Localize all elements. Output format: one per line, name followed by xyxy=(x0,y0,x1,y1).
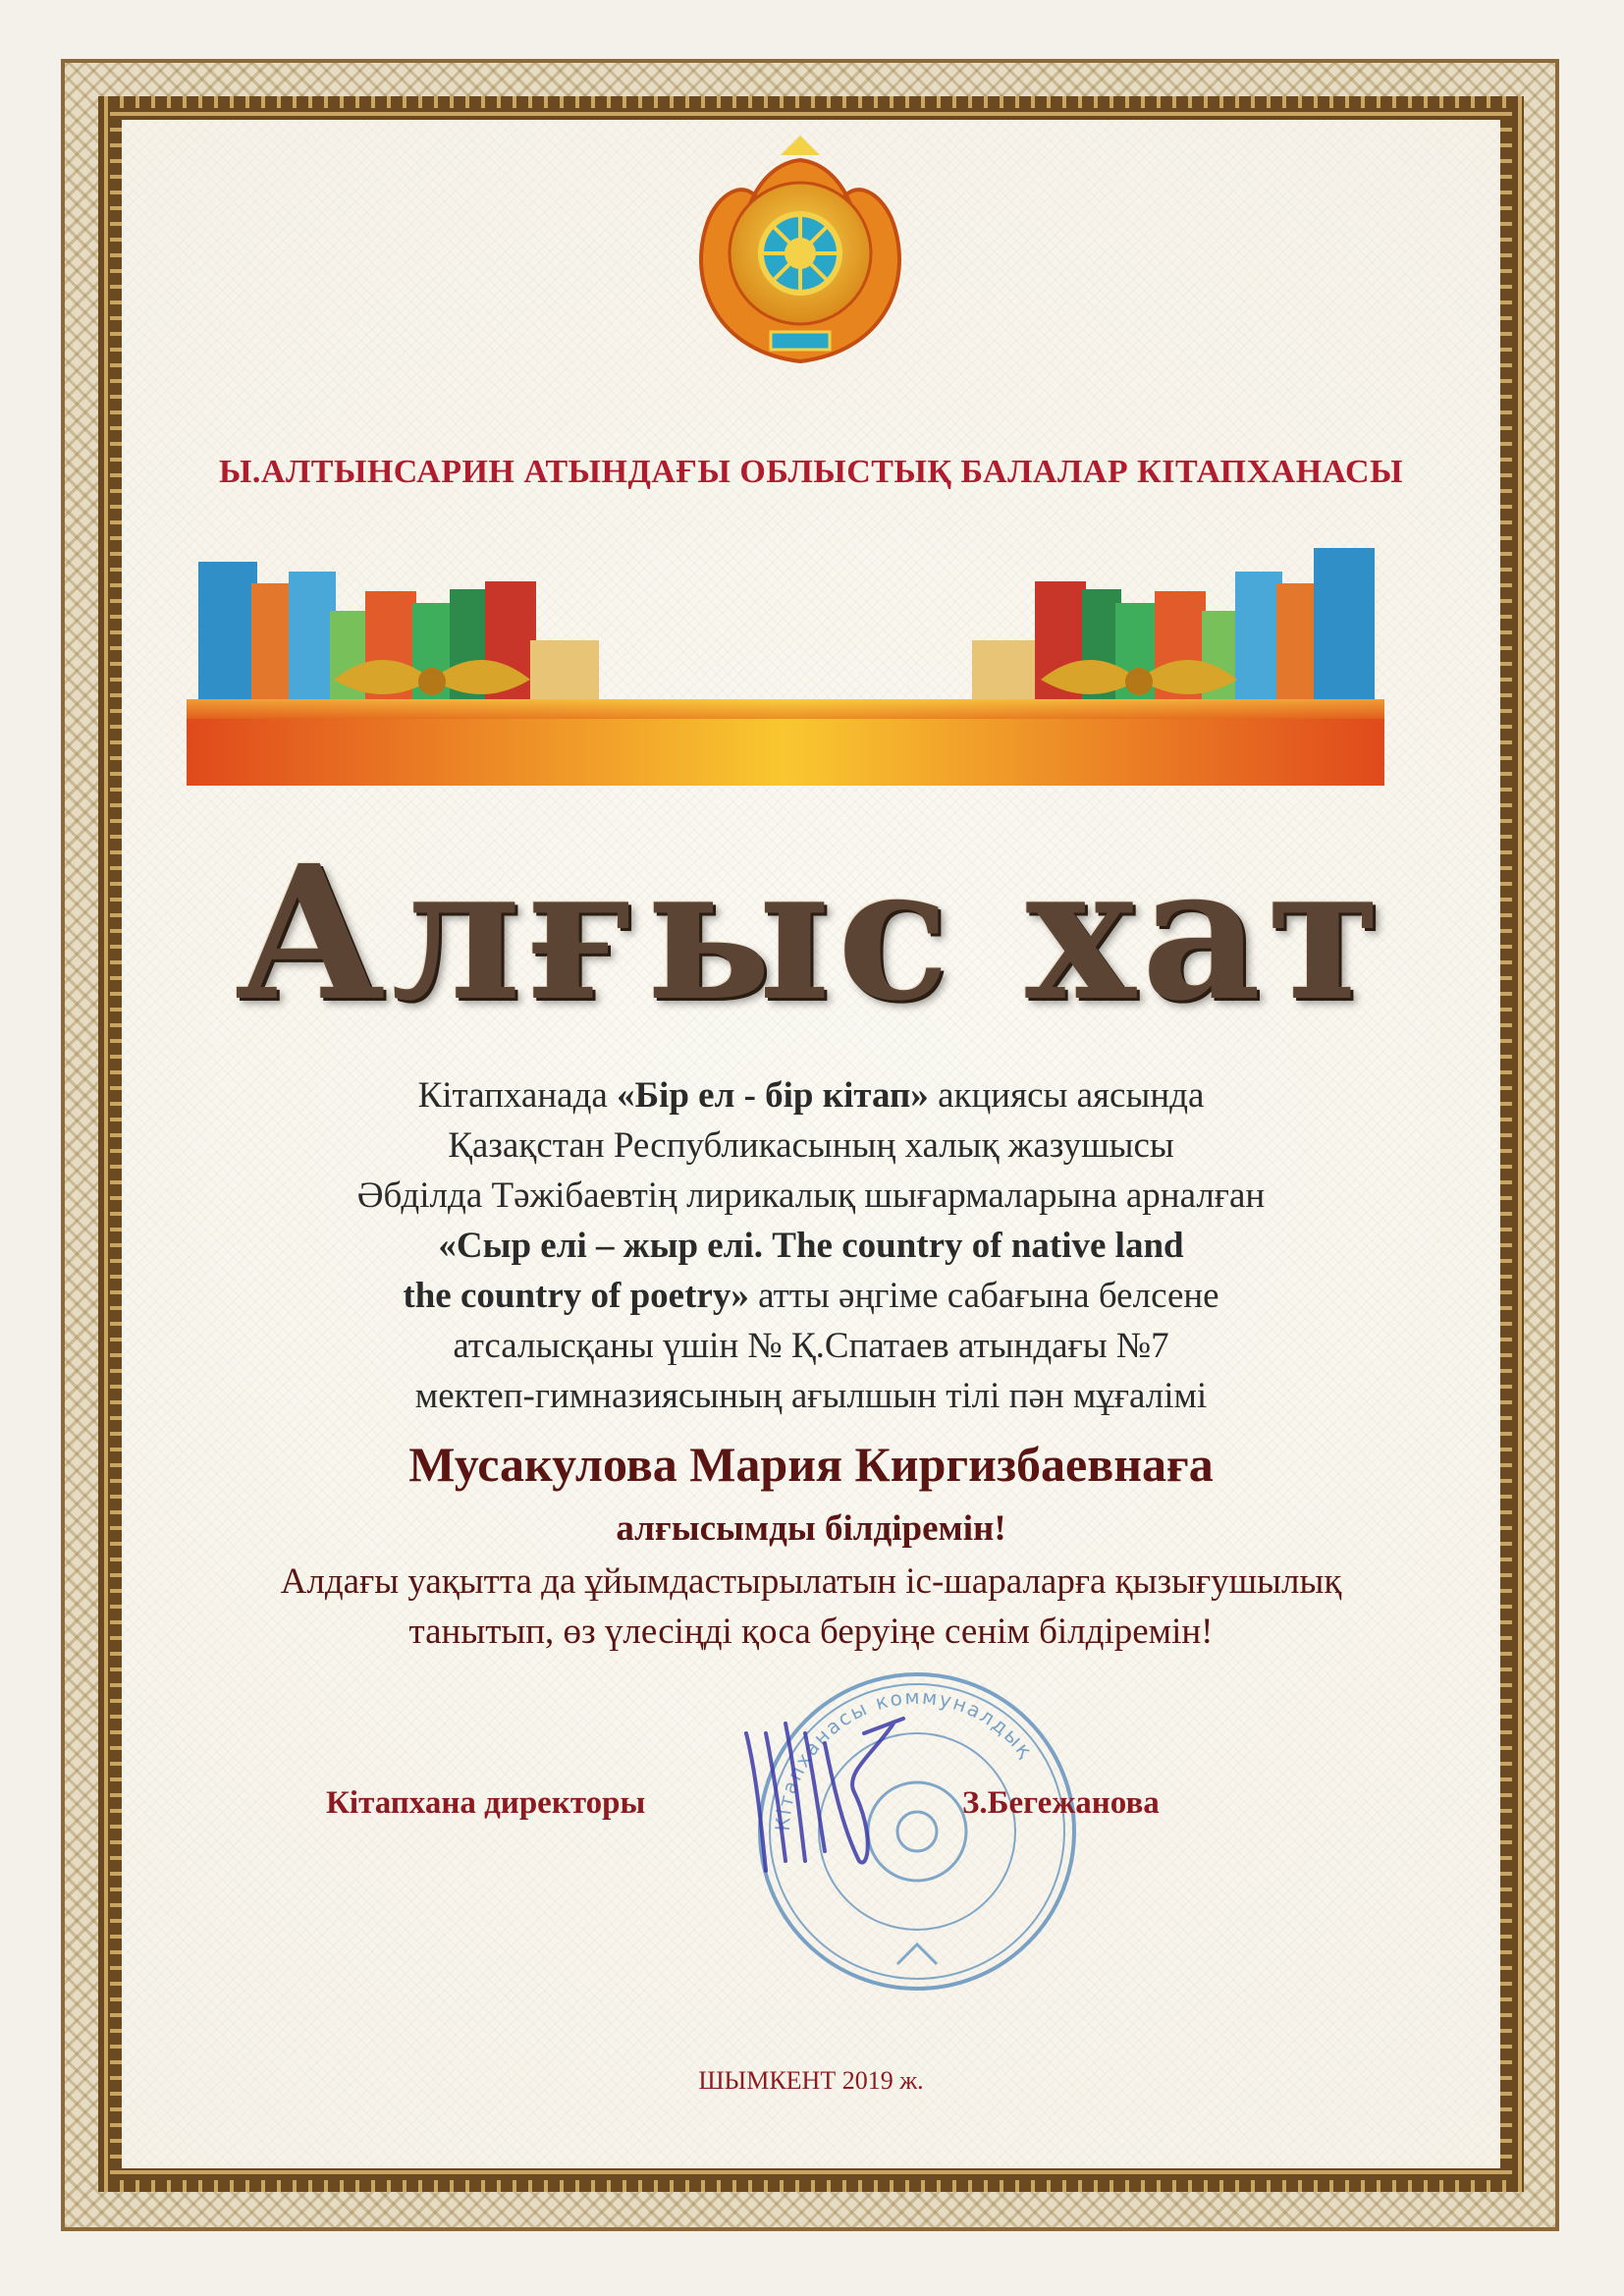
recipient-name: Мусакулова Мария Киргизбаевнаға xyxy=(408,1437,1214,1492)
body-text: акциясы аясында xyxy=(938,1075,1205,1116)
body-line-7: мектеп-гимназиясының ағылшын тілі пән мұғалімі xyxy=(414,1376,1208,1416)
body-line-5 xyxy=(122,1271,1500,1321)
body-line-4: «Сыр елі – жыр елі. The country of native land xyxy=(438,1226,1184,1266)
signatory-name: З.Бегежанова xyxy=(962,1785,1160,1821)
closing-line-1: Алдағы уақытта да ұйымдастырылатын іс-шараларға қызығушылық xyxy=(280,1561,1342,1602)
event-name: the country of poetry» xyxy=(403,1276,749,1316)
signatory-position: Кітапхана директоры xyxy=(326,1785,646,1821)
state-emblem-icon xyxy=(677,136,923,371)
books-banner-image xyxy=(187,542,1384,786)
certificate-body xyxy=(122,1070,1500,1657)
handwritten-signature xyxy=(727,1714,923,1881)
body-text: Кітапханада xyxy=(417,1075,608,1116)
body-text: атты әңгіме сабағына белсене xyxy=(758,1276,1219,1316)
body-line-3: Әбділда Тәжібаевтің лирикалық шығармаларына арналған xyxy=(356,1175,1266,1216)
body-line-2: Қазақстан Республикасының халық жазушысы xyxy=(448,1125,1174,1166)
closing-line-2: танытып, өз үлесіңді қоса беруіңе сенім білдіремін! xyxy=(408,1612,1214,1652)
city-year: ШЫМКЕНТ 2019 ж. xyxy=(698,2066,924,2095)
stamp-text: Кітапханасы коммуналдық xyxy=(770,1684,1039,1832)
organization-name: Ы.АЛТЫНСАРИН АТЫНДАҒЫ ОБЛЫСТЫҚ БАЛАЛАР КІТАПХАНАСЫ xyxy=(219,454,1403,490)
body-line-1 xyxy=(122,1070,1500,1121)
campaign-name: «Бір ел - бір кітап» xyxy=(617,1075,929,1116)
thanks-line: алғысымды білдіремін! xyxy=(616,1508,1006,1549)
certificate-title: Алғыс хат xyxy=(235,825,1387,1042)
body-line-6: атсалысқаны үшін № Қ.Спатаев атындағы №7 xyxy=(453,1326,1169,1366)
